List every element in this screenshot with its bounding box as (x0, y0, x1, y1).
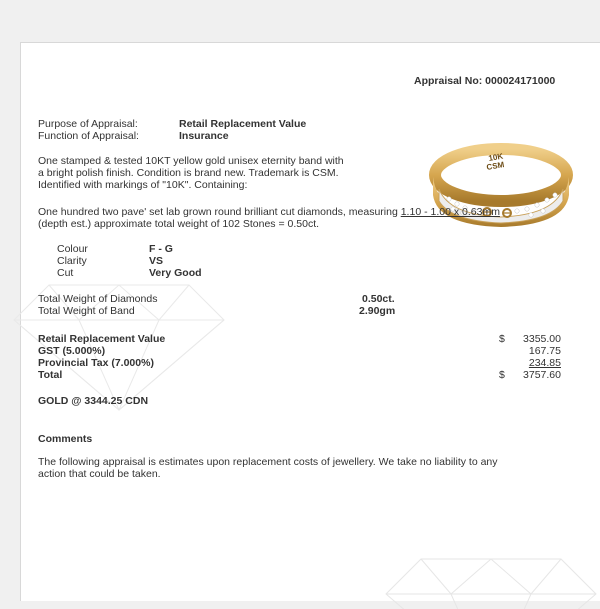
pst-label: Provincial Tax (7.000%) (38, 357, 154, 369)
clarity-label: Clarity (57, 255, 87, 267)
purpose-value: Retail Replacement Value (179, 118, 307, 130)
total-label: Total (38, 369, 63, 381)
retail-value-label: Retail Replacement Value (38, 333, 166, 345)
purpose-label: Purpose of Appraisal: (38, 118, 138, 130)
appraisal-number: Appraisal No: 000024171000 (414, 75, 556, 87)
total-currency: $ (499, 369, 505, 381)
description-line-3: Identified with markings of "10K". Containing: (38, 179, 248, 191)
total-value: 3757.60 (523, 369, 561, 381)
gst-value: 167.75 (528, 345, 561, 357)
band-weight-value: 2.90gm (359, 305, 396, 317)
diamond-description-line-2: (depth est.) approximate total weight of 102 Stones = 0.50ct. (38, 218, 320, 230)
clarity-value: VS (149, 255, 164, 267)
description-line-2: a bright polish finish. Condition is brand new. Trademark is CSM. (38, 167, 339, 179)
ring-stamp-karat: 10K (487, 151, 504, 163)
diamond-description-line-1 (38, 206, 500, 218)
comments-heading: Comments (38, 433, 93, 445)
retail-currency: $ (499, 333, 505, 345)
retail-value: 3355.00 (523, 333, 561, 345)
band-weight-label: Total Weight of Band (38, 305, 135, 317)
description-line-1: One stamped & tested 10KT yellow gold unisex eternity band with (38, 155, 344, 167)
pst-value: 234.85 (528, 357, 561, 369)
diamond-weight-label: Total Weight of Diamonds (38, 293, 158, 305)
function-label: Function of Appraisal: (38, 130, 139, 142)
cut-label: Cut (57, 267, 74, 279)
colour-value: F - G (149, 243, 173, 255)
comments-line-1: The following appraisal is estimates upon replacement costs of jewellery. We take no liability to any (38, 456, 498, 468)
diamond-watermark-right (381, 539, 600, 609)
diamond-description-text: One hundred two pave' set lab grown round brilliant cut diamonds, measuring (38, 206, 401, 218)
comments-line-2: action that could be taken. (38, 468, 161, 480)
diamond-measurements: 1.10 - 1.00 x 0.63mm (400, 206, 500, 218)
diamond-weight-value: 0.50ct. (362, 293, 395, 305)
appraisal-document (20, 42, 600, 601)
cut-value: Very Good (149, 267, 202, 279)
function-value: Insurance (179, 130, 229, 142)
ring-stamp-trademark: CSM (485, 160, 505, 172)
gold-price: GOLD @ 3344.25 CDN (38, 395, 149, 407)
colour-label: Colour (57, 243, 88, 255)
gst-label: GST (5.000%) (38, 345, 106, 357)
